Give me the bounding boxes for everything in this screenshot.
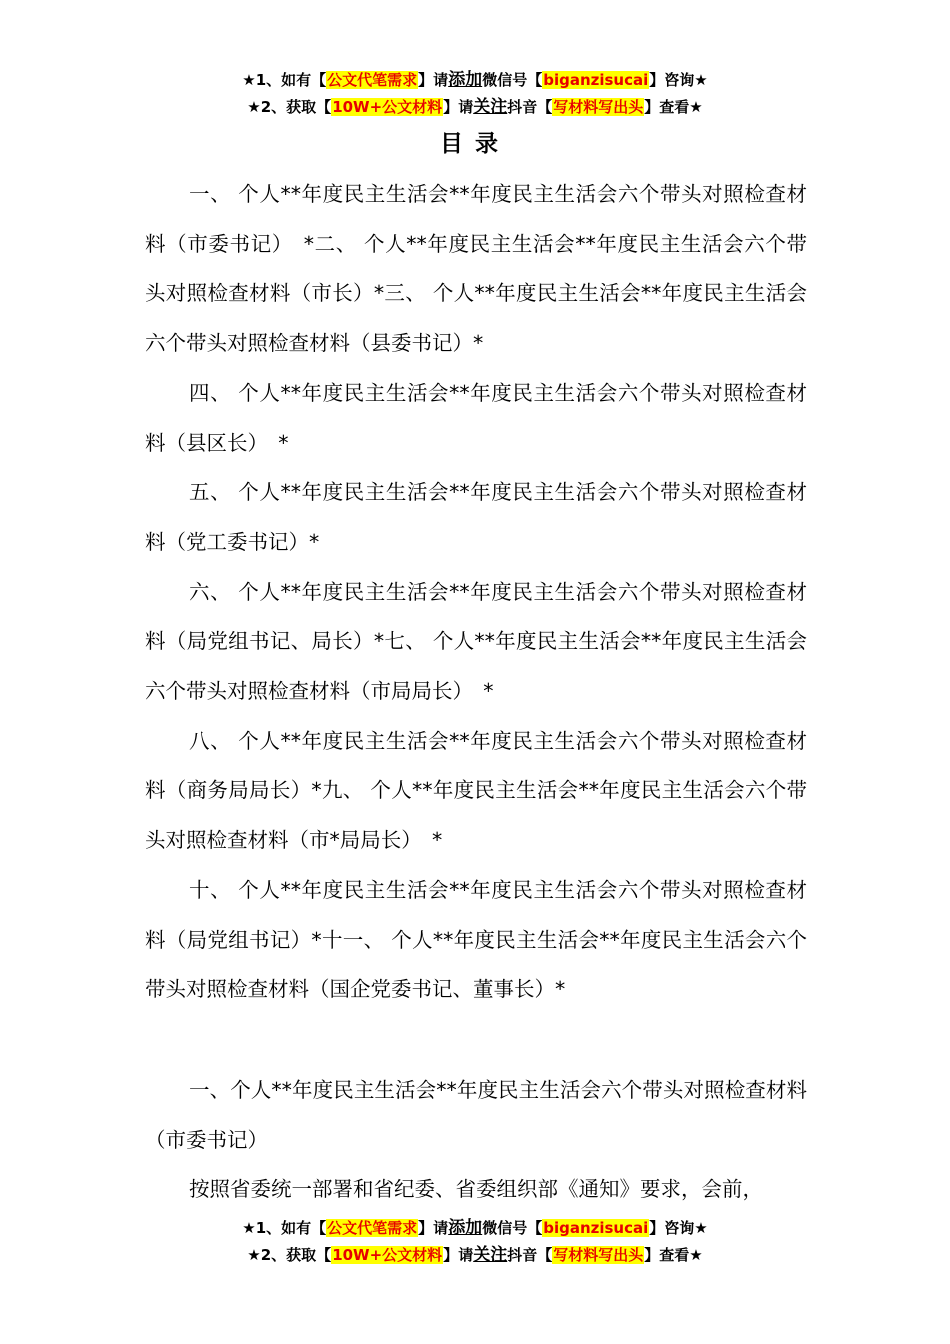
toc-entry: 六、 个人**年度民主生活会**年度民主生活会六个带头对照检查材料（局党组书记、局长）*七、 个人**年度民主生活会**年度民主生活会六个带头对照检查材料（市局局长） *	[145, 579, 807, 704]
toc-list	[145, 170, 807, 1015]
toc-title: 目录	[440, 131, 510, 157]
highlight-materials: 10W+公文材料	[332, 1246, 443, 1264]
body-paragraph: 按照省委统一部署和省纪委、省委组织部《通知》要求，会前，	[189, 1177, 763, 1202]
toc-entry: 五、 个人**年度民主生活会**年度民主生活会六个带头对照检查材料（党工委书记）*	[145, 480, 807, 554]
section-heading: 一、个人**年度民主生活会**年度民主生活会六个带头对照检查材料（市委书记）	[145, 1078, 807, 1152]
toc-entry: 一、 个人**年度民主生活会**年度民主生活会六个带头对照检查材料（市委书记） *二、 个人**年度民主生活会**年度民主生活会六个带头对照检查材料（市长）*三、 个人**年度民主生活会**年度民主生活会六个带头对照检查材料（县委书记）*	[145, 182, 807, 356]
toc-entry: 四、 个人**年度民主生活会**年度民主生活会六个带头对照检查材料（县区长） *	[145, 380, 807, 455]
highlight-douyin-account: 写材料写出头	[553, 1246, 644, 1264]
bottom-banner	[0, 1215, 950, 1269]
highlight-writing-service: 公文代笔需求	[327, 71, 418, 89]
highlight-douyin-account: 写材料写出头	[553, 98, 644, 116]
document-body	[145, 1066, 807, 1215]
highlight-wechat-id: biganzisucai	[543, 71, 649, 89]
highlight-wechat-id: biganzisucai	[543, 1219, 649, 1237]
highlight-writing-service: 公文代笔需求	[327, 1219, 418, 1237]
banner-line-2: ★2、获取【10W+公文材料】请关注抖音【写材料写出头】查看★	[247, 97, 703, 117]
toc-entry: 八、 个人**年度民主生活会**年度民主生活会六个带头对照检查材料（商务局局长）*九、 个人**年度民主生活会**年度民主生活会六个带头对照检查材料（市*局局长） *	[145, 728, 807, 853]
banner-line-2: ★2、获取【10W+公文材料】请关注抖音【写材料写出头】查看★	[247, 1245, 703, 1265]
highlight-materials: 10W+公文材料	[332, 98, 443, 116]
toc-entry: 十、 个人**年度民主生活会**年度民主生活会六个带头对照检查材料（局党组书记）*十一、 个人**年度民主生活会**年度民主生活会六个带头对照检查材料（国企党委书记、董事长）*	[145, 877, 807, 1002]
banner-line-1: ★1、如有【公文代笔需求】请添加微信号【biganzisucai】咨询★	[242, 1218, 708, 1238]
top-banner	[0, 67, 950, 121]
banner-line-1: ★1、如有【公文代笔需求】请添加微信号【biganzisucai】咨询★	[242, 70, 708, 90]
